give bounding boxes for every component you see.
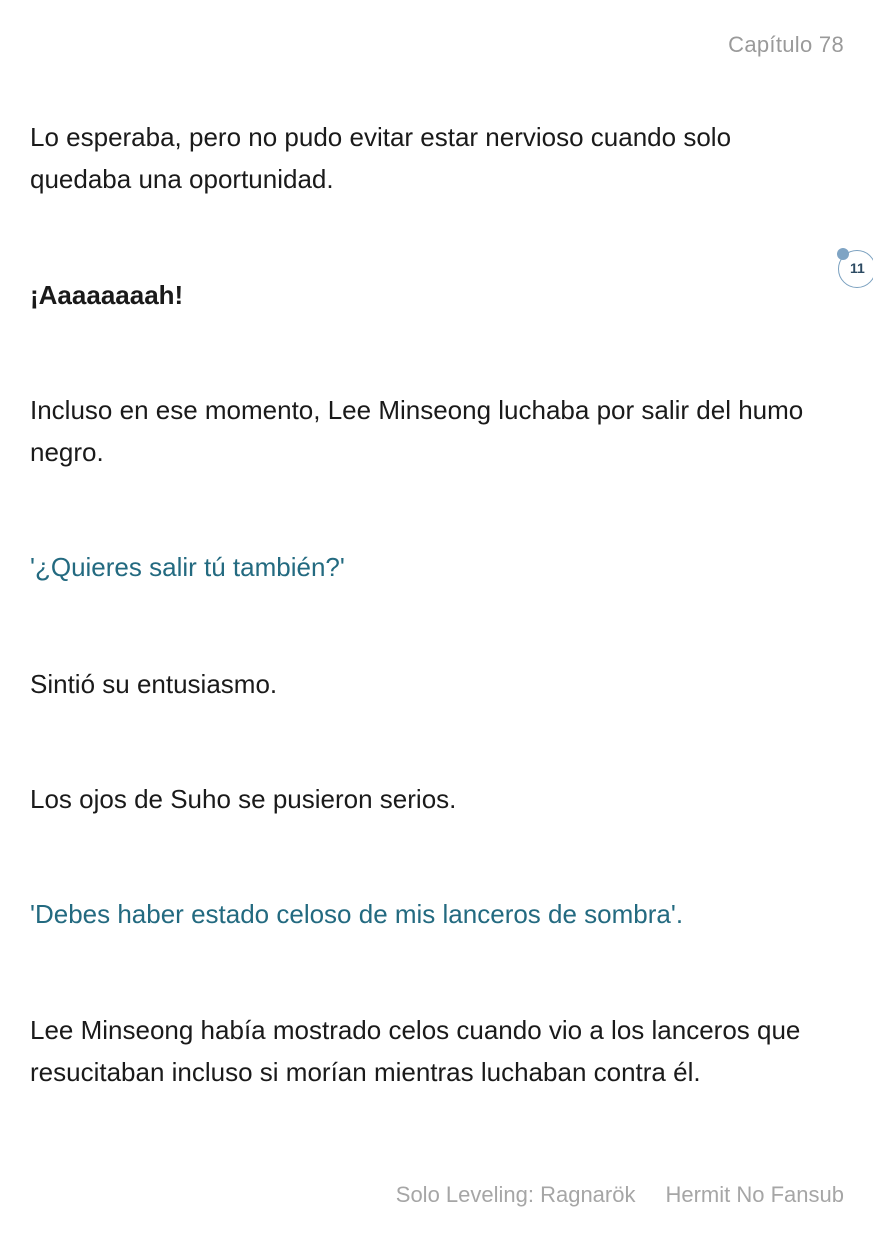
page-number: 11 — [850, 260, 865, 276]
paragraph-exclamation: ¡Aaaaaaaah! — [30, 280, 184, 310]
paragraph: Sintió su entusiasmo. — [30, 669, 278, 699]
footer — [396, 1182, 844, 1208]
paragraph: Los ojos de Suho se pusieron serios. — [30, 784, 457, 814]
paragraph: Lo esperaba, pero no pudo evitar estar nervioso cuando solo quedaba una oportunidad. — [30, 122, 732, 194]
paragraph-thought: 'Debes haber estado celoso de mis lanceros de sombra'. — [30, 899, 684, 929]
paragraph-thought: '¿Quieres salir tú también?' — [30, 552, 345, 582]
page-number-badge[interactable] — [838, 250, 873, 288]
paragraph: Incluso en ese momento, Lee Minseong luchaba por salir del humo negro. — [30, 395, 804, 467]
paragraph: Lee Minseong había mostrado celos cuando vio a los lanceros que resucitaban incluso si morían mientras luchaban contra él. — [30, 1015, 801, 1087]
translator-credit: Hermit No Fansub — [665, 1182, 844, 1207]
marker-dot-icon — [837, 248, 849, 260]
book-title: Solo Leveling: Ragnarök — [395, 1182, 636, 1207]
chapter-title: Capítulo 78 — [728, 32, 844, 57]
